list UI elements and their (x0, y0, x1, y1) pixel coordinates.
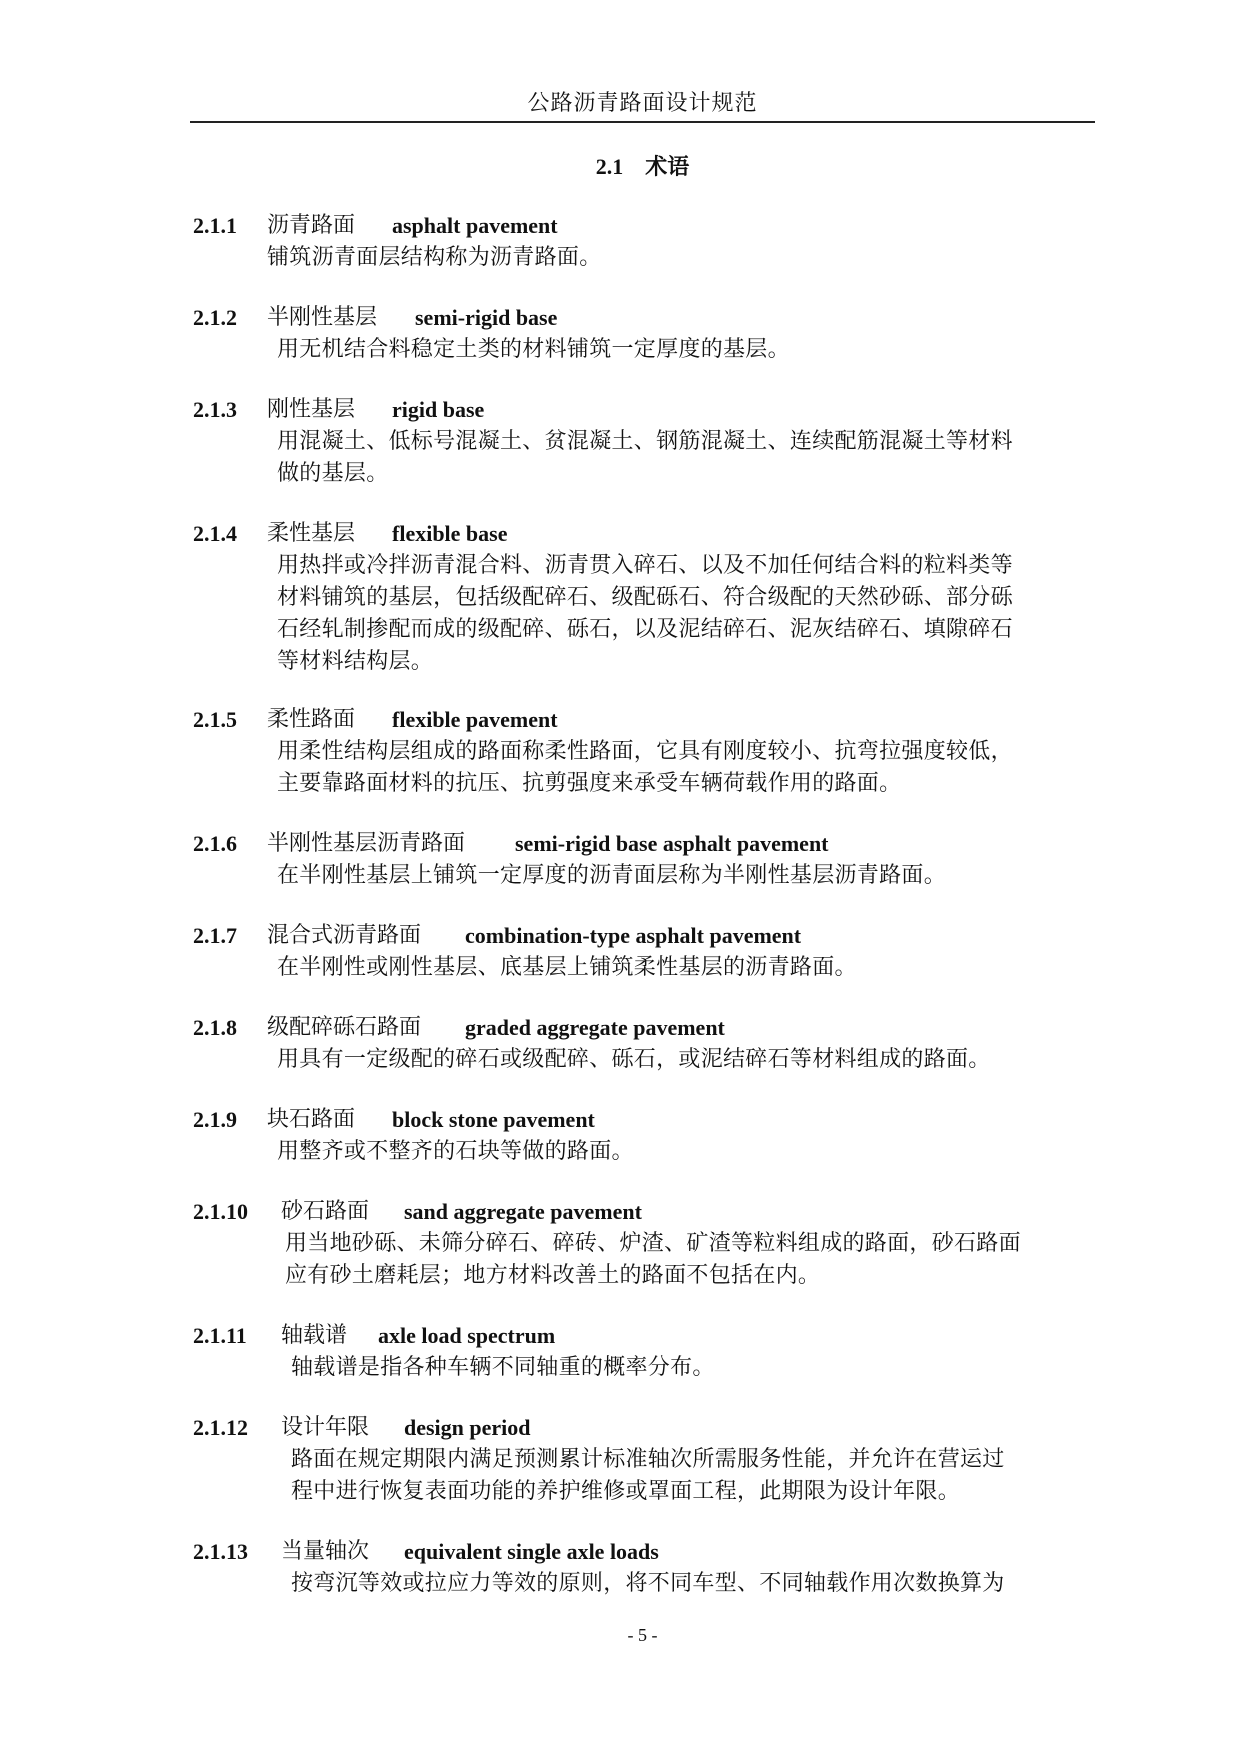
term-english-name: rigid base (392, 397, 485, 422)
definition-line: 做的基层。 (277, 461, 389, 486)
term-entry (0, 828, 1241, 888)
term-definition (291, 1568, 1005, 1600)
term-english-name: semi-rigid base (415, 305, 558, 330)
term-definition (291, 1444, 1005, 1508)
term-chinese-name: 刚性基层 (267, 397, 356, 422)
definition-line: 主要靠路面材料的抗压、抗剪强度来承受车辆荷载作用的路面。 (277, 771, 902, 796)
term-chinese-name: 半刚性基层沥青路面 (267, 831, 466, 856)
definition-line: 铺筑沥青面层结构称为沥青路面。 (267, 245, 602, 270)
term-english-name: design period (404, 1415, 531, 1440)
term-entry (0, 1012, 1241, 1072)
term-number: 2.1.6 (193, 831, 237, 856)
term-entry (0, 1536, 1241, 1596)
term-definition (277, 334, 790, 366)
term-english-name: flexible base (392, 521, 508, 546)
term-number: 2.1.12 (193, 1415, 248, 1440)
term-english-name: asphalt pavement (392, 213, 558, 238)
term-heading (0, 302, 1241, 334)
term-definition (277, 952, 857, 984)
term-entry (0, 302, 1241, 362)
term-entry (0, 704, 1241, 796)
term-entry (0, 1104, 1241, 1164)
definition-line: 石经轧制掺配而成的级配碎、砾石，以及泥结碎石、泥灰结碎石、填隙碎石 (277, 617, 1013, 642)
term-number: 2.1.9 (193, 1107, 237, 1132)
term-english-name: sand aggregate pavement (404, 1199, 642, 1224)
term-definition (277, 736, 1013, 800)
term-entry (0, 518, 1241, 674)
term-number: 2.1.1 (193, 213, 237, 238)
term-chinese-name: 轴载谱 (281, 1323, 348, 1348)
term-entry (0, 1196, 1241, 1288)
definition-line: 按弯沉等效或拉应力等效的原则，将不同车型、不同轴载作用次数换算为 (291, 1571, 1005, 1596)
term-heading (0, 518, 1241, 550)
term-heading (0, 1012, 1241, 1044)
definition-line: 材料铺筑的基层，包括级配碎石、级配砾石、符合级配的天然砂砾、部分砾 (277, 585, 1013, 610)
term-chinese-name: 柔性路面 (267, 707, 356, 732)
term-chinese-name: 当量轴次 (281, 1539, 370, 1564)
term-english-name: block stone pavement (392, 1107, 595, 1132)
term-entry (0, 920, 1241, 980)
header-rule (190, 121, 1095, 123)
definition-line: 路面在规定期限内满足预测累计标准轴次所需服务性能，并允许在营运过 (291, 1447, 1005, 1472)
definition-line: 用具有一定级配的碎石或级配碎、砾石，或泥结碎石等材料组成的路面。 (277, 1047, 991, 1072)
definition-line: 在半刚性基层上铺筑一定厚度的沥青面层称为半刚性基层沥青路面。 (277, 863, 947, 888)
term-english-name: equivalent single axle loads (404, 1539, 659, 1564)
term-number: 2.1.10 (193, 1199, 248, 1224)
definition-line: 用热拌或冷拌沥青混合料、沥青贯入碎石、以及不加任何结合料的粒料类等 (277, 553, 1013, 578)
term-chinese-name: 级配碎砾石路面 (267, 1015, 422, 1040)
term-definition (277, 860, 946, 892)
term-english-name: combination-type asphalt pavement (465, 923, 802, 948)
term-heading (0, 1196, 1241, 1228)
term-number: 2.1.3 (193, 397, 237, 422)
term-heading (0, 210, 1241, 242)
term-chinese-name: 沥青路面 (267, 213, 356, 238)
term-definition (285, 1228, 1021, 1292)
term-heading (0, 1320, 1241, 1352)
term-number: 2.1.8 (193, 1015, 237, 1040)
page-number: - 5 - (627, 1625, 658, 1645)
term-english-name: flexible pavement (392, 707, 558, 732)
term-chinese-name: 半刚性基层 (267, 305, 378, 330)
term-chinese-name: 块石路面 (267, 1107, 356, 1132)
term-english-name: axle load spectrum (378, 1323, 556, 1348)
definition-line: 用无机结合料稳定土类的材料铺筑一定厚度的基层。 (277, 337, 790, 362)
term-english-name: semi-rigid base asphalt pavement (515, 831, 829, 856)
section-title (190, 150, 1095, 181)
term-definition (277, 1044, 991, 1076)
term-definition (277, 426, 1013, 490)
definition-line: 程中进行恢复表面功能的养护维修或罩面工程，此期限为设计年限。 (291, 1479, 961, 1504)
term-english-name: graded aggregate pavement (465, 1015, 725, 1040)
term-chinese-name: 设计年限 (281, 1415, 370, 1440)
term-chinese-name: 混合式沥青路面 (267, 923, 422, 948)
term-number: 2.1.11 (193, 1323, 247, 1348)
term-heading (0, 920, 1241, 952)
definition-line: 等材料结构层。 (277, 649, 434, 674)
term-number: 2.1.5 (193, 707, 237, 732)
term-heading (0, 828, 1241, 860)
section-number: 2.1 (595, 154, 624, 179)
definition-line: 用柔性结构层组成的路面称柔性路面，它具有刚度较小、抗弯拉强度较低， (277, 739, 1013, 764)
term-heading (0, 704, 1241, 736)
term-entry (0, 210, 1241, 270)
term-entry (0, 394, 1241, 486)
section-heading: 术语 (645, 154, 690, 179)
term-heading (0, 1104, 1241, 1136)
term-heading (0, 1536, 1241, 1568)
term-chinese-name: 砂石路面 (281, 1199, 370, 1224)
definition-line: 用当地砂砾、未筛分碎石、碎砖、炉渣、矿渣等粒料组成的路面，砂石路面 (285, 1231, 1021, 1256)
term-number: 2.1.2 (193, 305, 237, 330)
term-heading (0, 1412, 1241, 1444)
definition-line: 应有砂土磨耗层；地方材料改善土的路面不包括在内。 (285, 1263, 821, 1288)
running-header: 公路沥青路面设计规范 (527, 91, 758, 116)
term-heading (0, 394, 1241, 426)
definition-line: 用混凝土、低标号混凝土、贫混凝土、钢筋混凝土、连续配筋混凝土等材料 (277, 429, 1013, 454)
term-chinese-name: 柔性基层 (267, 521, 356, 546)
definition-line: 在半刚性或刚性基层、底基层上铺筑柔性基层的沥青路面。 (277, 955, 857, 980)
definition-line: 轴载谱是指各种车辆不同轴重的概率分布。 (291, 1355, 715, 1380)
definition-line: 用整齐或不整齐的石块等做的路面。 (277, 1139, 634, 1164)
term-definition (277, 550, 1013, 678)
term-definition (291, 1352, 715, 1384)
term-number: 2.1.13 (193, 1539, 248, 1564)
term-entry (0, 1412, 1241, 1504)
term-definition (277, 1136, 634, 1168)
term-entry (0, 1320, 1241, 1380)
term-definition (267, 242, 602, 274)
term-number: 2.1.4 (193, 521, 237, 546)
term-number: 2.1.7 (193, 923, 237, 948)
